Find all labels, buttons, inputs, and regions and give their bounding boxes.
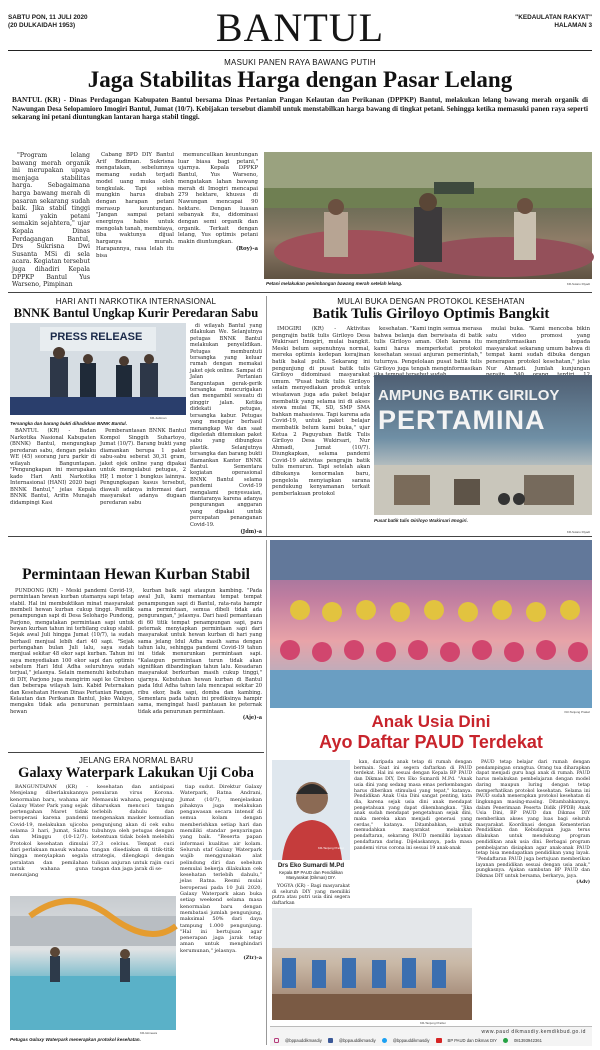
lead-col-1-text: "Program lelang bawang merah organik ini merupakan upaya menjaga stabilitas harga. Sebagaimana harga bawang merah di pasaran sekarang sudah baik. Jika stabil tinggi kami yakin petani semakin sejahtera," ujar Kepala Dinas Perdagangan Bantul, Drs Sukrisna Dwi Susanta MSi di sela acara. Kegiatan tersebut juga dihadiri Kepala DPPKP Bantul Yus Warseno, Pimpinan	[12, 152, 90, 289]
bnnk-col-1	[10, 428, 96, 530]
bnnk-col-1-text: BANTUL (KR) - Badan Narkotika Nasional Kabupaten (BNNK) Bantul, mengungkap peredaran sabu, dengan pelaku WE (45) seorang juru parkir di wilayah Banguntapan. "Pengungkapan ini merupakan kado Hari Anti Narkotika Internasional (HANI) 2020 bagi BNNK Bantul," jelas Kepala BNNK Bantul, Arifin Munajah didampingi Kasi	[10, 428, 96, 506]
col-divider-1	[266, 296, 267, 536]
batik-col-2-text: kesehatan. "Kami ingin semua merasa bahwa belanja dan berwisata di batik tulis Giriloyo aman. Oleh karena itu kami harus memperketat protokol kesehatan sesuai anjuran pemerintah," tuturnya. Pengelolaan pusat batik tulis Giriloyo juga tengah menginformasikan	[374, 326, 482, 372]
bnnk-col-2	[190, 323, 262, 535]
lead-col-3	[178, 152, 258, 267]
waterpark-photo	[10, 896, 176, 1030]
footer-social-4[interactable]: BP PAUD dan Dikmas DIY	[447, 1038, 497, 1043]
lead-photo	[264, 152, 592, 279]
waterpark-photo-caption: Petugas Galaxy Waterpark menerapkan protokol kesehatan.	[10, 1037, 141, 1042]
paud-col-2-text: kan, daripada anak tetap di rumah dengan bermain. Saat ini segera daftarkan di PAUD terdekat. Hal ini sesuai dengan Kepala BP PAUD dan Dikmas DIY, Drs Eko Sumardi M.Pd. "Anak usia dini yang sedang masa emas perkembangan harus diberikan stimulasi yang tepat," katanya. Pendidikan Anak Usia Dini sangat penting, kata dia, karena sejak usia dini anak mendapat pengetahuan yang dapat dikembangkan. "Jika anak sudah mendapat pengetahuan sejak dini, maka mereka akan menjadi generasi yang cerdas," katanya. Ditambahkan, untuk memudahkan masyarakat melakukan pendaftaran, sekarang PAUD memiliki layanan pendaftaran daring. Dijelaskannya, pada masa pandemi virus corona ini sesuai 19 anak-anak	[354, 760, 472, 851]
col-divider-2	[266, 540, 267, 1045]
paud-photo	[270, 540, 592, 708]
press-release-banner: PRESS RELEASE	[50, 331, 143, 343]
lead-photo-caption: Petani melakukan penimbangan bawang merah setelah lelang.	[266, 281, 403, 286]
lead-headline: Jaga Stabilitas Harga dengan Pasar Lelang	[87, 67, 513, 92]
paud-children-image	[270, 540, 592, 708]
onion-harvest-image	[264, 152, 592, 279]
paud-class-image	[272, 908, 472, 1020]
paud-col-1	[272, 884, 350, 907]
lead-col-2-text: Cabang BPD DIY Bantul Arif Budiman. Sukrisna mengatakan, sebelumnya memang sudah terjadi model uang muka oleh tengkulak. Tapi sebisa mungkin harus diubah dengan harapan petani merasup keuntungan. "Jangan sampai petani energinya habis untuk mengolah tanah, membiaya, tiba waktunya dijual harganya murah. Harapannya, rasa lelah itu bisa	[96, 152, 174, 259]
kurban-sign: (Aje)-a	[242, 715, 262, 722]
paud-photo-2	[272, 908, 472, 1020]
twitter-icon	[382, 1038, 387, 1043]
waterpark-col-1-text: BANGUNTAPAN (KR) - Menjelang diberlakukannya kenormalan baru, wahana air Galaxy Water Park yang sejak pertengahan Maret tidak beroperasi karena pandemi Covid-19, melakukan ujicoba selama 3 hari, Jumat, Sabtu dan Minggu (10-12/7). Protokol kesehatan dimulai dari perlakuan masuk wahana hingga menyiapkan segala peralatan dan pemilahan untuk wahana guna menunjang	[10, 784, 88, 879]
paud-footer	[270, 1026, 592, 1046]
paud-headline-line1: Anak Usia Dini	[371, 712, 491, 731]
masthead	[8, 5, 592, 51]
rule-2	[8, 536, 592, 537]
hijri-line: (20 DULKAIDAH 1953)	[8, 22, 76, 29]
lead-photo-credit: KR-Sutaro Riyadi	[566, 282, 590, 286]
batik-kicker: MULAI BUKA DENGAN PROTOKOL KESEHATAN	[337, 297, 525, 306]
paud-portrait-credit: KR-Tanjung Pratiwi	[318, 846, 344, 850]
batik-col-2	[374, 326, 482, 372]
kurban-headline: Permintaan Hewan Kurban Stabil	[22, 566, 250, 583]
batik-headline: Batik Tulis Giriloyo Optimis Bangkit	[312, 306, 550, 322]
bnnk-headline: BNNK Bantul Ungkap Kurir Peredaran Sabu	[13, 306, 259, 320]
bnnk-photo	[10, 323, 186, 415]
paud-photo-credit: KR-Tanjung Pratiwi	[564, 710, 590, 714]
waterpark-col-2-text: kesehatan dan antisipasi penularan virus Korona. Memasuki wahana, pengunjung diharuskan mencuci tangan terlebih dahulu dan mengenakan masker kemudian pengunjung akan di cek suhu tubuhnya oleh petugas dengan ketentuan tidak boleh melebihi 37,3 celcius. Tempat cuci tangan disediakan di titik-titik strategis, dilengkapi dengan tulisan anjuran untuk rajin cuci tangan dan jaga jarak di se-	[92, 784, 174, 872]
paud-photo2-credit: KR-Tanjung Pratiwi	[420, 1021, 446, 1025]
footer-social-2[interactable]: @bppauddikmasdiy	[338, 1038, 376, 1043]
rule-1	[8, 292, 592, 293]
date-line: SABTU PON, 11 JULI 2020	[8, 14, 88, 21]
batik-building-image	[374, 445, 592, 515]
waterpark-kicker: JELANG ERA NORMAL BARU	[78, 756, 194, 765]
batik-col-3-text: mulai buka. "Kami mencoba bikin satu video promosi yang menginformasikan kepada masyarakat sekarang umum bahwa di tempat kami sudah dibuka dengan penerapan protokol kesehatan," jelas Nur Ahmadi. Jumlah kunjungan	[486, 326, 590, 372]
masthead-rule	[8, 50, 592, 51]
bnnk-photo-caption: Tersangka dan barang bukti dihadirkan BNNK Bantul.	[10, 421, 127, 426]
paud-col-3-text: PAUD tetap belajar dari rumah dengan pendampingan orangtua. Orang tua diharapkan dapat menjadi guru bagi anak di rumah. PAUD harus melakukan pembelajaran dengan model daring maupun luring dengan tetap memperhatikan protokol kesehatan. Selama ini PAUD sudah menerapkan protokol kesehatan di lingkungan masing-masing. Ditambahkannya, dalam Penerimaan Peserta Didik (PPDB) Anak Usia Dini, BP PAUD dan Dikmas DIY memberikan akses yang luas bagi seluruh masyarakat. Koordinasi dengan Kementerian Pendidikan dan Kebudayaan juga terus dilakukan untuk mendukung program pendidikan anak usia dini. Berbagai program pembelajaran disiapkan agar anak-anak PAUD tetap bisa mendapatkan pendidikan yang layak. "Pendaftaran PAUD juga bertujuan memberikan layanan pendidikan sesuai dengan usia anak," pungkasnya. Ajakan sambutan BP PAUD dan Dikmas DIY untuk bersama, berkarya, jaya.	[476, 760, 590, 880]
lead-kicker: MASUKI PANEN RAYA BAWANG PUTIH	[224, 58, 376, 67]
kurban-col-2-text: kurban baik sapi ataupun kambing. "Pada awal Juli, kami memantau tempat tempat penampungan sapi di Bantul, rata-rata hampir sama permintaan, semua dibeli tidak ada pengurangan," jelasnya. Dari hasil pemantauan di 60 titik tempat penampungan sapi, para peternak menyiapkan permintaan sapi dari masyarakat untuk hewan kurban di hari yang sama jelang Idul Adha masih sama dengan tahun lalu, sehingga pandemi Covid-19 tahun ini tidak menurunkan permintaan sapi. "Kalaupun permintaan turun tidak akan signifikan dibandingkan tahun lalu. Kesadaran masyarakat berkurban masih cukup tinggi," ujarnya. Kebutuhan hewan kurban di Bantul pada Idul Adha tahun lalu mencapai sekitar 20 ribu ekor, baik sapi, domba dan kambing. Sementara pada tahun ini prediksinya hampir sama, mengingat hasil pantauan ke peternak tidak ada penurunan permintaan.	[138, 588, 262, 715]
paud-col-1-text: YOGYA (KR) - Bagi masyarakat di seluruh DIY yang memiliki putra atau putri usia dini segera daftarkan	[272, 884, 350, 907]
batik-photo	[374, 375, 592, 515]
batik-photo-credit: KR-Sutaro Riyadi	[566, 530, 590, 534]
lead-intro: BANTUL (KR) - Dinas Perdagangan Kabupaten Bantul bersama Dinas Pertanian Pangan Kelautan dan Perikanan (DPPKP) Bantul, melakukan lelang bawang merah organik di Nawungan Desa Selopamioro Imogiri Bantul, Jumat (10/7). Kebijakan tersebut diambil untuk menstabilkan harga bawang di tingkat petani. Sehingga ketika memasuki panen raya seperti sekarang ini petani diuntungkan lantaran harga stabil tinggi.	[12, 96, 588, 122]
kurban-col-1	[10, 588, 134, 746]
batik-col-1-text: IMOGIRI (KR) - Aktivitas pengrajin batik tulis Giriloyo Desa Wukirsari Imogiri, mulai bangkit. Meski belum sepenuhnya normal, mereka optimis kedepan kerajinan batik bakal pulih. Sekarang ini pengunjung di pusat batik tulis Giriloyo didominasi masyarakat umum. "Pusat batik tulis Giriloyo selain menyediakan produk untuk wisatawan juga ada paket belajar membatik yang selama ini di akses siswa mulai TK, SD, SMP SMA bahkan mahasiswa. Tapi karena ada Covid-19, untuk paket belajar membatik belum kami buka," ujar Ketua 2 Paguyuban Batik Tulis Giriloyo Desa Wukirsari, Nur Ahmadi, Jumat (10/7). Diungkapkan, selama pandemi Covid-19 aktivitas pengrajin batik tulis menurun. Tapi setelah akan dibukanya kenormalan baru, pengelola menyiapkan sarana pendukung kenyamanan terkait pemberlakuan protokol	[272, 326, 370, 497]
waterpark-col-2	[92, 784, 174, 892]
paud-footer-url: www.paud dikmasdiy.kemdikbud.go.id	[481, 1029, 586, 1035]
batik-banner-line2: PERTAMINA	[378, 405, 546, 435]
paud-headline-line2: Ayo Daftar PAUD Terdekat	[319, 732, 543, 752]
rule-3	[8, 752, 264, 753]
bnnk-col-2-text: di wilayah Bantul yang dilakukan We. Selanjutnya petugas BNNK Bantul melakukan penyelidikan. Petugas membuntuti tersangka yang keluar rumah dengan memakai jaket ojek online. Sampai di Jalan Pertanian Banguntapan gerak-gerik tersangka mencurigakan dan mengambil sesuatu di pinggir jalan. Ketika didekati petugas, tersangka kabur. Petugas yang mengejar berhasil menangkap We dan saat digeledah ditemukan paket sabu yang dibungkus plastik. Selanjutnya tersangka dan barang bukti diamankan Kantor BNNK Bantul. Sementara kegiatan operasional BNNK Bantul selama pandemi Covid-19 mengalami penyesuaian, diantaranya karena adanya pengurangan anggaran yang dipakai untuk percepatan penanganan Covid-19.	[190, 323, 262, 528]
facebook-icon	[328, 1038, 333, 1043]
paud-col-3	[476, 760, 590, 1022]
paud-portrait-name: Drs Eko Sumardi M.Pd	[277, 862, 345, 869]
portrait-image	[272, 760, 350, 860]
lead-col-1	[12, 152, 90, 289]
batik-col-3	[486, 326, 590, 372]
lead-col-3-text: memuncullkan keuntungan luar biasa bagi petani," ujarnya. Kepala DPPKP Bantul, Yus Warseno, mengatakan lahan bawang merah di Imogiri mencapai 279 hektare, khusus di Nawungan mencapai 90 hektare. Dengan luasan sebanyak itu, didominasi dengan semi organik dan organik. Terkait dengan lelang, Yus optimis petani makin diuntungkan.	[178, 152, 258, 246]
lead-col-2	[96, 152, 174, 267]
bnnk-kicker: HARI ANTI NARKOTIKA INTERNASIONAL	[55, 297, 217, 306]
waterpark-col-3	[180, 784, 262, 1042]
waterpark-col-1	[10, 784, 88, 892]
batik-photo-caption: Pusat batik tulis Giriloyo Wukirsari Imogiri.	[374, 518, 468, 523]
paud-col-2	[354, 760, 472, 904]
paud-portrait-title: Kepala BP PAUD dan Pendidikan Masyarakat (Dikmas) DIY.	[279, 870, 343, 881]
page-number: HALAMAN 3	[554, 22, 592, 29]
masthead-title: BANTUL	[215, 5, 385, 50]
bnnk-photo-credit: KR-Judiman	[150, 416, 167, 420]
waterpark-headline: Galaxy Waterpark Lakukan Uji Coba	[18, 765, 254, 781]
kurban-col-2	[138, 588, 262, 746]
paud-footer-socials	[274, 1038, 590, 1043]
waterpark-image	[10, 896, 176, 1030]
batik-banner-line1: AMPUNG BATIK GIRILOY	[378, 387, 560, 404]
bnnk-col-left2-text: Pemberantasan BNNK Bantul Kompol Singgih Suhartoyo, Jumat (10/7). Barang bukti yang diamankan berupa 1 paket sabu-sabu seberat 30,31 gram, jaket ojek online yang dipakai untuk mengelabui petugas, 2 HP, 1 motor 1 bungkus lainnya. Pengungkapan kasus tersebut, diawali adanya informasi dari masyarakat adanya dugaan peredaran sabu	[100, 428, 186, 506]
paud-portrait	[272, 760, 350, 860]
footer-social-1[interactable]: @bppauddikmasdiy	[285, 1038, 322, 1043]
waterpark-col-3-text: tiap sudut. Direktur Galaxy Waterpark, Ratna Andrani, Jumat (10/7), menjelaskan pihaknya juga melakukan pengawasan secara intensif di semua kolam dengan memberishkan setiap hari dan memiliki standar penyaringan yang baik. "Beserta papan informasi kualitas air kolam. Seluruh staf Galaxy Waterpark wajib menggunakan alat pelindung diri dan sebelum memulai bekerja dilakukan cek kesehatan terlebih dahulu," jelas Ratna. Resmi mulai beroperasi pada 10 Juli 2020, Galaxy Waterpark akan buka setiap weekend selama masa kenormalan baru dengan membatasi jumlah pengunjung, maksimal 50% dari daya tampung 1.000 pengunjung. "Hal ini bertujuan agar penerapan jaga jarak tetap aman untuk menghindari kerumunan," jelasnya.	[180, 784, 262, 954]
instagram-icon	[274, 1038, 279, 1043]
whatsapp-icon	[503, 1038, 508, 1043]
bnnk-sign: (Jdm)-a	[240, 528, 262, 535]
youtube-icon	[436, 1038, 442, 1043]
waterpark-sign: (Ztr)-a	[243, 954, 262, 961]
kurban-col-1-text: PUNDONG (KR) - Meski pandemi Covid-19, permintaan hewan kurban utamanya sapi tetap stabil. Hal ini membuktikan minat masyarakat membeli hewan kurban cukup tinggi. Pemilik penampungan sapi di Desa Seloharjo Pundong, Parjono, mengatakan permintaan sapi untuk hewan kurban tahun ini terbilang cukup stabil. Sejak awal Juli hingga Jumat (10/7), ia sudah berhasil menjual lebih dari 40 sapi. "Sejak pertengahan bulan Juli lalu, saya sudah menjual sekitar 48 ekor sapi kurban. Tahun ini saya menyediakan 100 ekor sapi dan optimis sebelum Hari Idul Adha seluruhnya sudah terjual," jelasnya. Selain memenuhi kebutuhan di DIY, Parjono juga mengirim sapi ke Cirebon dan beberapa wilayah lain. Kabid Peternakan dan Kesehatan Hewan Dinas Pertanian Pangan, Kelautan dan Perikanan Bantul, Joko Waluyo, mengaku tidak ada penurunan permintaan hewan	[10, 588, 134, 715]
footer-social-5[interactable]: 081393942361	[513, 1038, 542, 1043]
lead-sign: (Roy)-a	[235, 246, 258, 253]
paud-sign: (Adv)	[576, 880, 590, 886]
bnnk-col-left2	[100, 428, 186, 530]
batik-col-1	[272, 326, 370, 497]
footer-social-3[interactable]: @bppauddikmasdiy	[392, 1038, 430, 1043]
section-tag: "KEDAULATAN RAKYAT"	[515, 14, 592, 21]
waterpark-photo-credit: KR-Istimewa	[140, 1031, 158, 1035]
